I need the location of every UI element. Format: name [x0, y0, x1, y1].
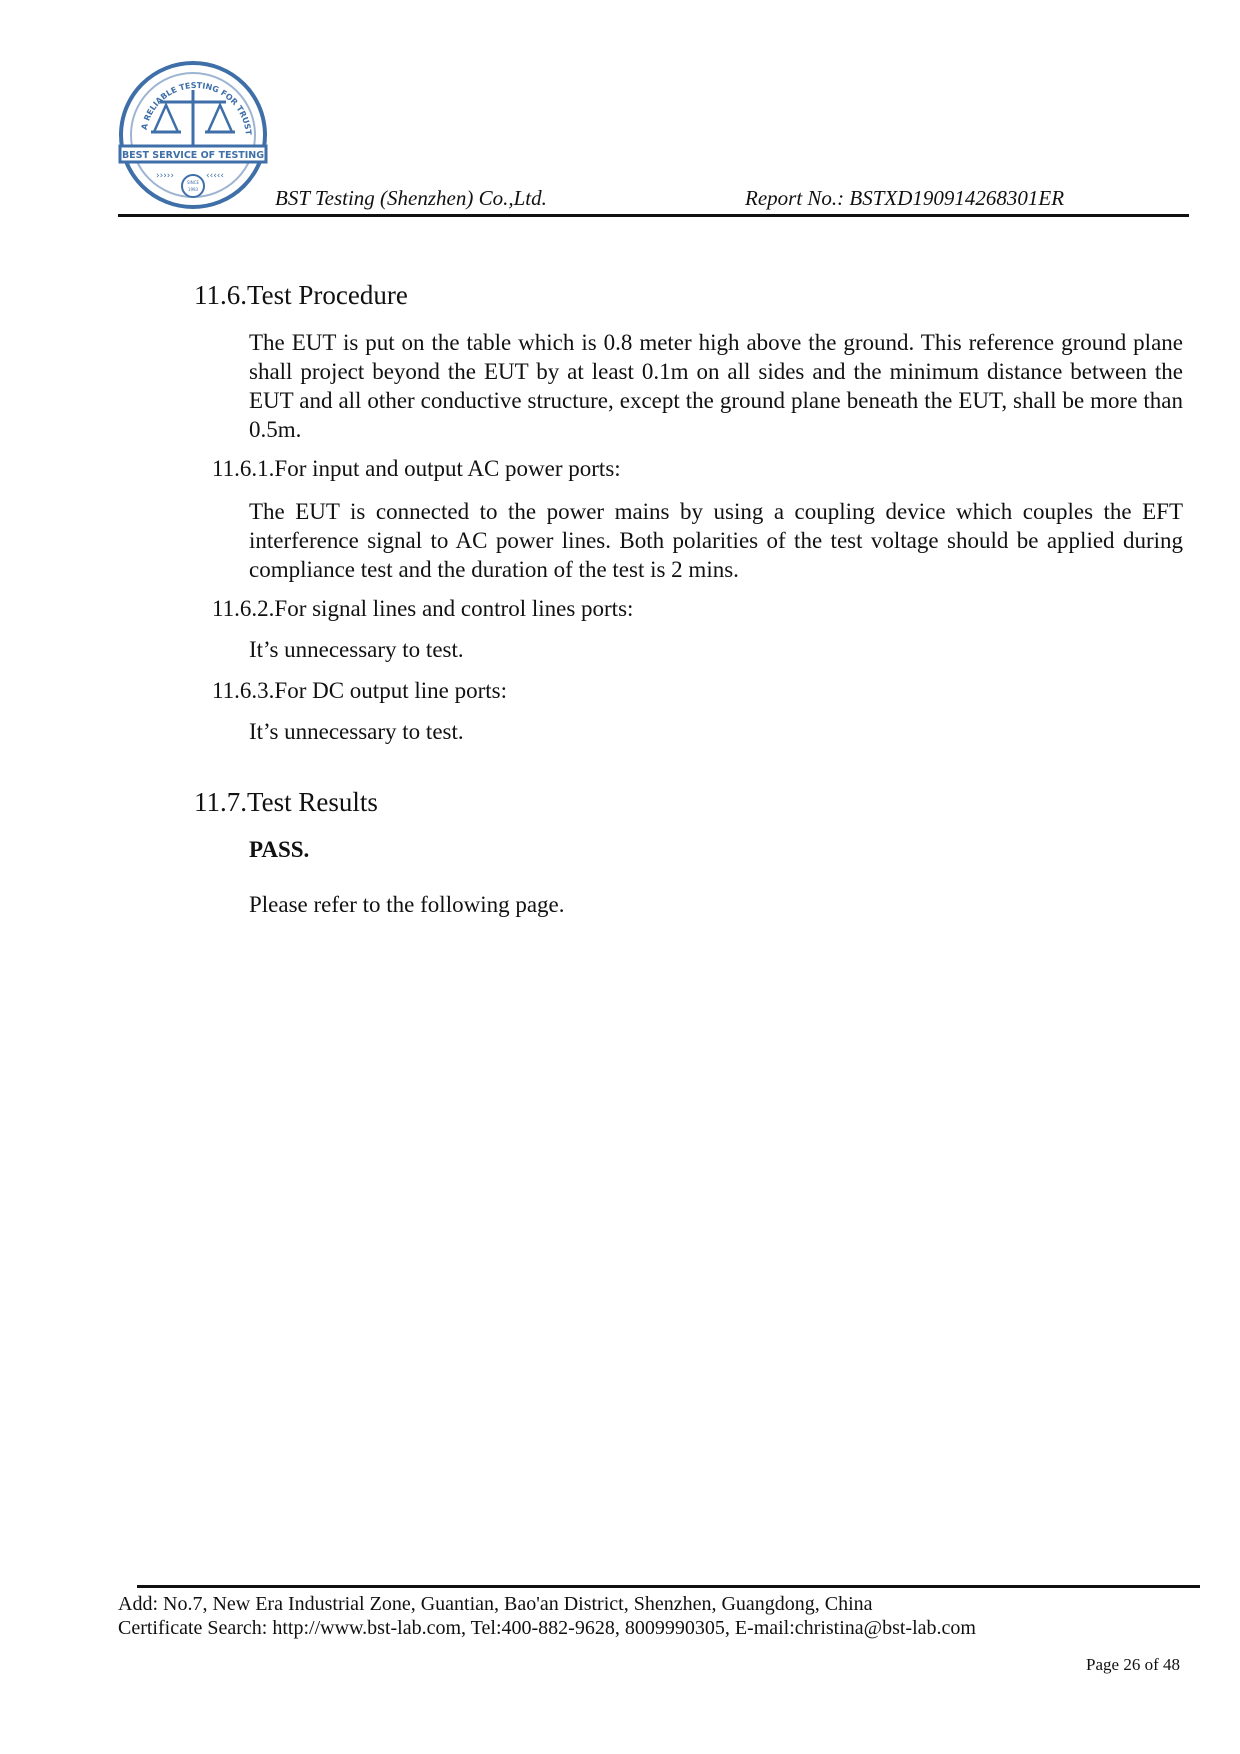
- svg-text:›››››: ›››››: [156, 171, 174, 181]
- footer-address: Add: No.7, New Era Industrial Zone, Guantian, Bao'an District, Shenzhen, Guangdong, China: [118, 1593, 873, 1615]
- logo-seal-text: SINCE: [186, 180, 200, 185]
- footer-contact: Certificate Search: http://www.bst-lab.com, Tel:400-882-9628, 8009990305, E-mail:christina@bst-lab.com: [118, 1617, 976, 1639]
- header-rule: [118, 214, 1189, 217]
- subsection-heading-11-6-1: 11.6.1.For input and output AC power ports:: [212, 456, 621, 481]
- report-number: Report No.: BSTXD190914268301ER: [745, 186, 1065, 210]
- logo-ring-text: A RELIABLE TESTING FOR TRUST: [139, 80, 253, 136]
- subsection-heading-11-6-3: 11.6.3.For DC output line ports:: [212, 678, 507, 703]
- footer-rule: [137, 1585, 1200, 1588]
- page-number: Page 26 of 48: [1086, 1655, 1180, 1674]
- svg-text:‹‹‹‹‹: ‹‹‹‹‹: [206, 171, 224, 181]
- company-logo: [118, 60, 268, 210]
- test-result-value: PASS.: [249, 837, 310, 862]
- test-procedure-paragraph: The EUT is put on the table which is 0.8 meter high above the ground. This reference ground plane shall project beyond the EUT by at least 0.1m on all sides and the minimum distance between the EUT and all other conductive structure, except the ground plane beneath the EUT, shall be more than 0.5m.: [249, 330, 1183, 442]
- signal-lines-text: It’s unnecessary to test.: [249, 637, 464, 662]
- company-name: BST Testing (Shenzhen) Co.,Ltd.: [275, 186, 547, 210]
- scale-seal-icon: [118, 60, 268, 210]
- logo-seal-year: 1993: [187, 187, 199, 192]
- section-heading-11-7: 11.7.Test Results: [194, 787, 378, 817]
- refer-note: Please refer to the following page.: [249, 892, 565, 917]
- subsection-heading-11-6-2: 11.6.2.For signal lines and control lines ports:: [212, 596, 634, 621]
- dc-output-text: It’s unnecessary to test.: [249, 719, 464, 744]
- logo-banner-text: BEST SERVICE OF TESTING: [121, 150, 265, 161]
- section-heading-11-6: 11.6.Test Procedure: [194, 280, 408, 310]
- ac-ports-paragraph: The EUT is connected to the power mains by using a coupling device which couples the EFT interference signal to AC power lines. Both polarities of the test voltage should be applied during compliance test and the duration of the test is 2 mins.: [249, 499, 1183, 582]
